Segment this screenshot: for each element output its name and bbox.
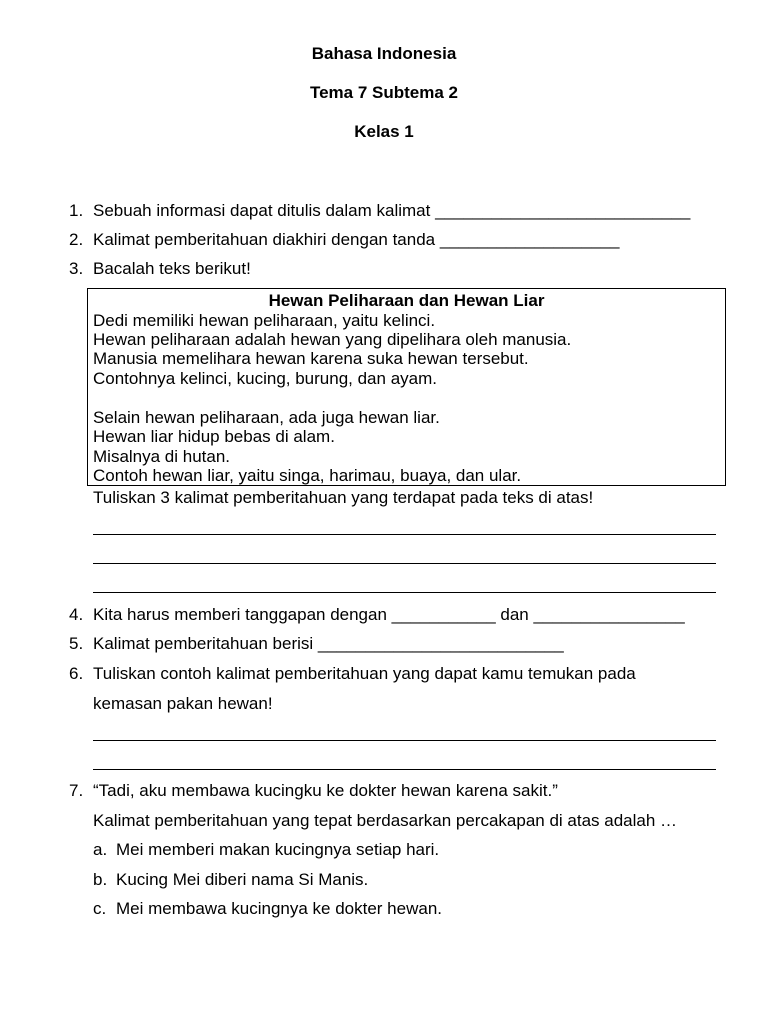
- question-6-number: 6.: [69, 664, 84, 683]
- question-7-quote: “Tadi, aku membawa kucingku ke dokter hewan karena sakit.”: [93, 781, 558, 800]
- option-c-letter: c.: [93, 899, 107, 918]
- reading-passage-box: [87, 288, 726, 486]
- option-c-text: Mei membawa kucingnya ke dokter hewan.: [116, 899, 442, 918]
- question-4-text: Kita harus memberi tanggapan dengan ___________ dan ________________: [93, 605, 685, 624]
- answer-line[interactable]: [93, 563, 716, 564]
- question-4-number: 4.: [69, 605, 84, 624]
- question-3-text: Bacalah teks berikut!: [93, 259, 251, 278]
- question-2-number: 2.: [69, 230, 84, 249]
- passage-line: Contohnya kelinci, kucing, burung, dan ayam.: [93, 369, 437, 388]
- question-7-number: 7.: [69, 781, 84, 800]
- option-b-text: Kucing Mei diberi nama Si Manis.: [116, 870, 369, 889]
- subject-title: Bahasa Indonesia: [311, 44, 457, 63]
- answer-line[interactable]: [93, 769, 716, 770]
- answer-line[interactable]: [93, 592, 716, 593]
- question-1-text: Sebuah informasi dapat ditulis dalam kalimat ___________________________: [93, 201, 691, 220]
- answer-line[interactable]: [93, 534, 716, 535]
- option-a-text: Mei memberi makan kucingnya setiap hari.: [116, 840, 440, 859]
- answer-line[interactable]: [93, 740, 716, 741]
- question-2-text: Kalimat pemberitahuan diakhiri dengan tanda ___________________: [93, 230, 620, 249]
- question-5-text: Kalimat pemberitahuan berisi __________________________: [93, 634, 564, 653]
- question-5-number: 5.: [69, 634, 84, 653]
- grade-title: Kelas 1: [354, 122, 414, 141]
- question-6-text-line1: Tuliskan contoh kalimat pemberitahuan yang dapat kamu temukan pada: [93, 664, 636, 683]
- question-7-prompt: Kalimat pemberitahuan yang tepat berdasarkan percakapan di atas adalah …: [93, 811, 678, 830]
- passage-title: Hewan Peliharaan dan Hewan Liar: [268, 291, 545, 310]
- passage-line: Hewan peliharaan adalah hewan yang dipelihara oleh manusia.: [93, 330, 572, 349]
- passage-line: Misalnya di hutan.: [93, 447, 231, 466]
- passage-line: Dedi memiliki hewan peliharaan, yaitu kelinci.: [93, 311, 436, 330]
- passage-line: Manusia memelihara hewan karena suka hewan tersebut.: [93, 349, 529, 368]
- passage-line: Selain hewan peliharaan, ada juga hewan liar.: [93, 408, 440, 427]
- option-b-letter: b.: [93, 870, 108, 889]
- passage-line: Contoh hewan liar, yaitu singa, harimau, buaya, dan ular.: [93, 466, 522, 485]
- question-3-number: 3.: [69, 259, 84, 278]
- question-3-instruction: Tuliskan 3 kalimat pemberitahuan yang terdapat pada teks di atas!: [93, 488, 594, 507]
- passage-line: Hewan liar hidup bebas di alam.: [93, 427, 335, 446]
- question-1-number: 1.: [69, 201, 84, 220]
- option-a-letter: a.: [93, 840, 108, 859]
- question-6-text-line2: kemasan pakan hewan!: [93, 694, 273, 713]
- theme-title: Tema 7 Subtema 2: [309, 83, 459, 102]
